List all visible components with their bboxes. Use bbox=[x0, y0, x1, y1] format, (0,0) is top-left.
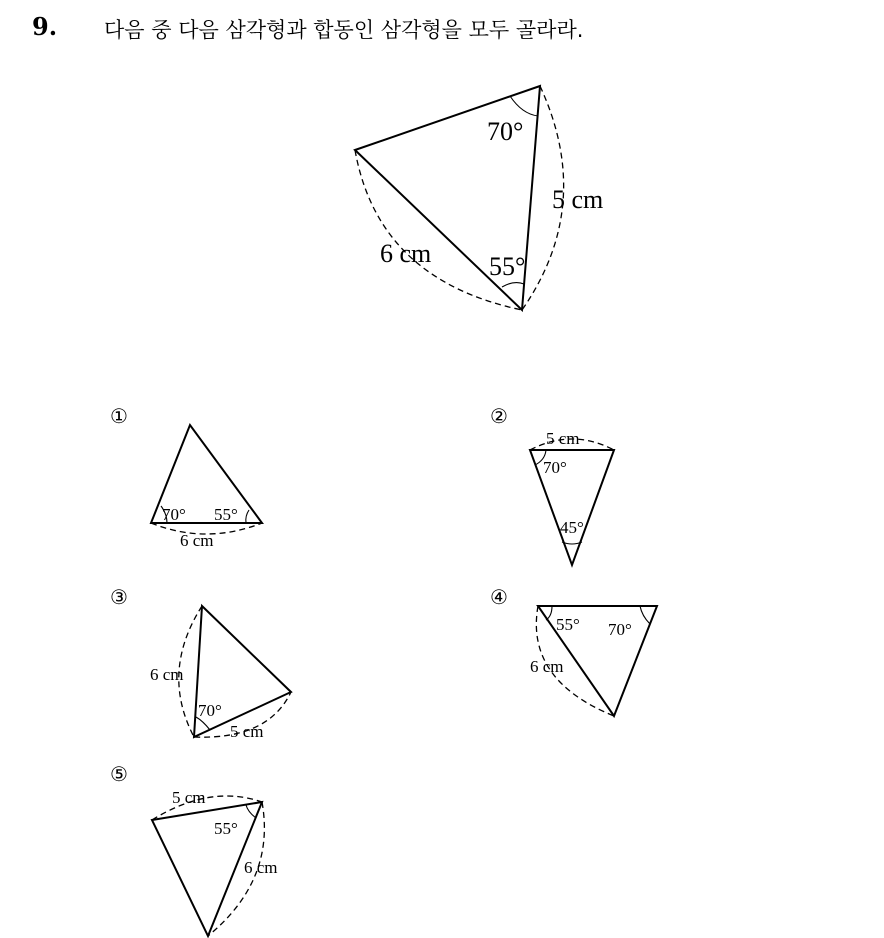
main-angle-top: 70° bbox=[487, 117, 524, 146]
question-number: 9. bbox=[32, 12, 58, 41]
option-5-label-1: 5 cm bbox=[172, 788, 206, 807]
question-text: 다음 중 다음 삼각형과 합동인 삼각형을 모두 골라라. bbox=[104, 18, 584, 42]
option-2-label-3: 45° bbox=[560, 518, 584, 537]
option-3-marker: ③ bbox=[110, 587, 128, 609]
main-angle-arc-top bbox=[510, 96, 538, 116]
main-angle-bottom: 55° bbox=[489, 252, 526, 281]
option-4-label-1: 55° bbox=[556, 615, 580, 634]
option-1-label-2: 55° bbox=[214, 505, 238, 524]
option-5-marker: ⑤ bbox=[110, 764, 128, 786]
option-4-marker: ④ bbox=[490, 587, 508, 609]
main-side-left: 6 cm bbox=[380, 239, 432, 268]
option-2-label-1: 5 cm bbox=[546, 429, 580, 448]
option-2-label-2: 70° bbox=[543, 458, 567, 477]
option-4-angle-arc-right bbox=[640, 606, 650, 624]
option-3-label-1: 6 cm bbox=[150, 665, 184, 684]
option-1-angle-arc-right bbox=[246, 510, 249, 523]
main-angle-arc-bottom bbox=[502, 283, 524, 287]
option-5-angle-arc bbox=[246, 805, 256, 818]
option-3-label-3: 5 cm bbox=[230, 722, 264, 741]
option-5-label-3: 6 cm bbox=[244, 858, 278, 877]
option-2-marker: ② bbox=[490, 406, 508, 428]
option-3[interactable] bbox=[110, 587, 291, 741]
option-1[interactable] bbox=[110, 406, 262, 550]
option-1-label-1: 70° bbox=[162, 505, 186, 524]
option-3-label-2: 70° bbox=[198, 701, 222, 720]
main-triangle bbox=[355, 86, 603, 310]
option-1-label-3: 6 cm bbox=[180, 531, 214, 550]
option-5[interactable] bbox=[110, 764, 278, 936]
option-1-marker: ① bbox=[110, 406, 128, 428]
option-4-label-2: 70° bbox=[608, 620, 632, 639]
main-side-right: 5 cm bbox=[552, 185, 604, 214]
option-5-label-2: 55° bbox=[214, 819, 238, 838]
option-2[interactable] bbox=[490, 406, 614, 565]
option-4-label-3: 6 cm bbox=[530, 657, 564, 676]
option-4[interactable] bbox=[490, 587, 657, 716]
